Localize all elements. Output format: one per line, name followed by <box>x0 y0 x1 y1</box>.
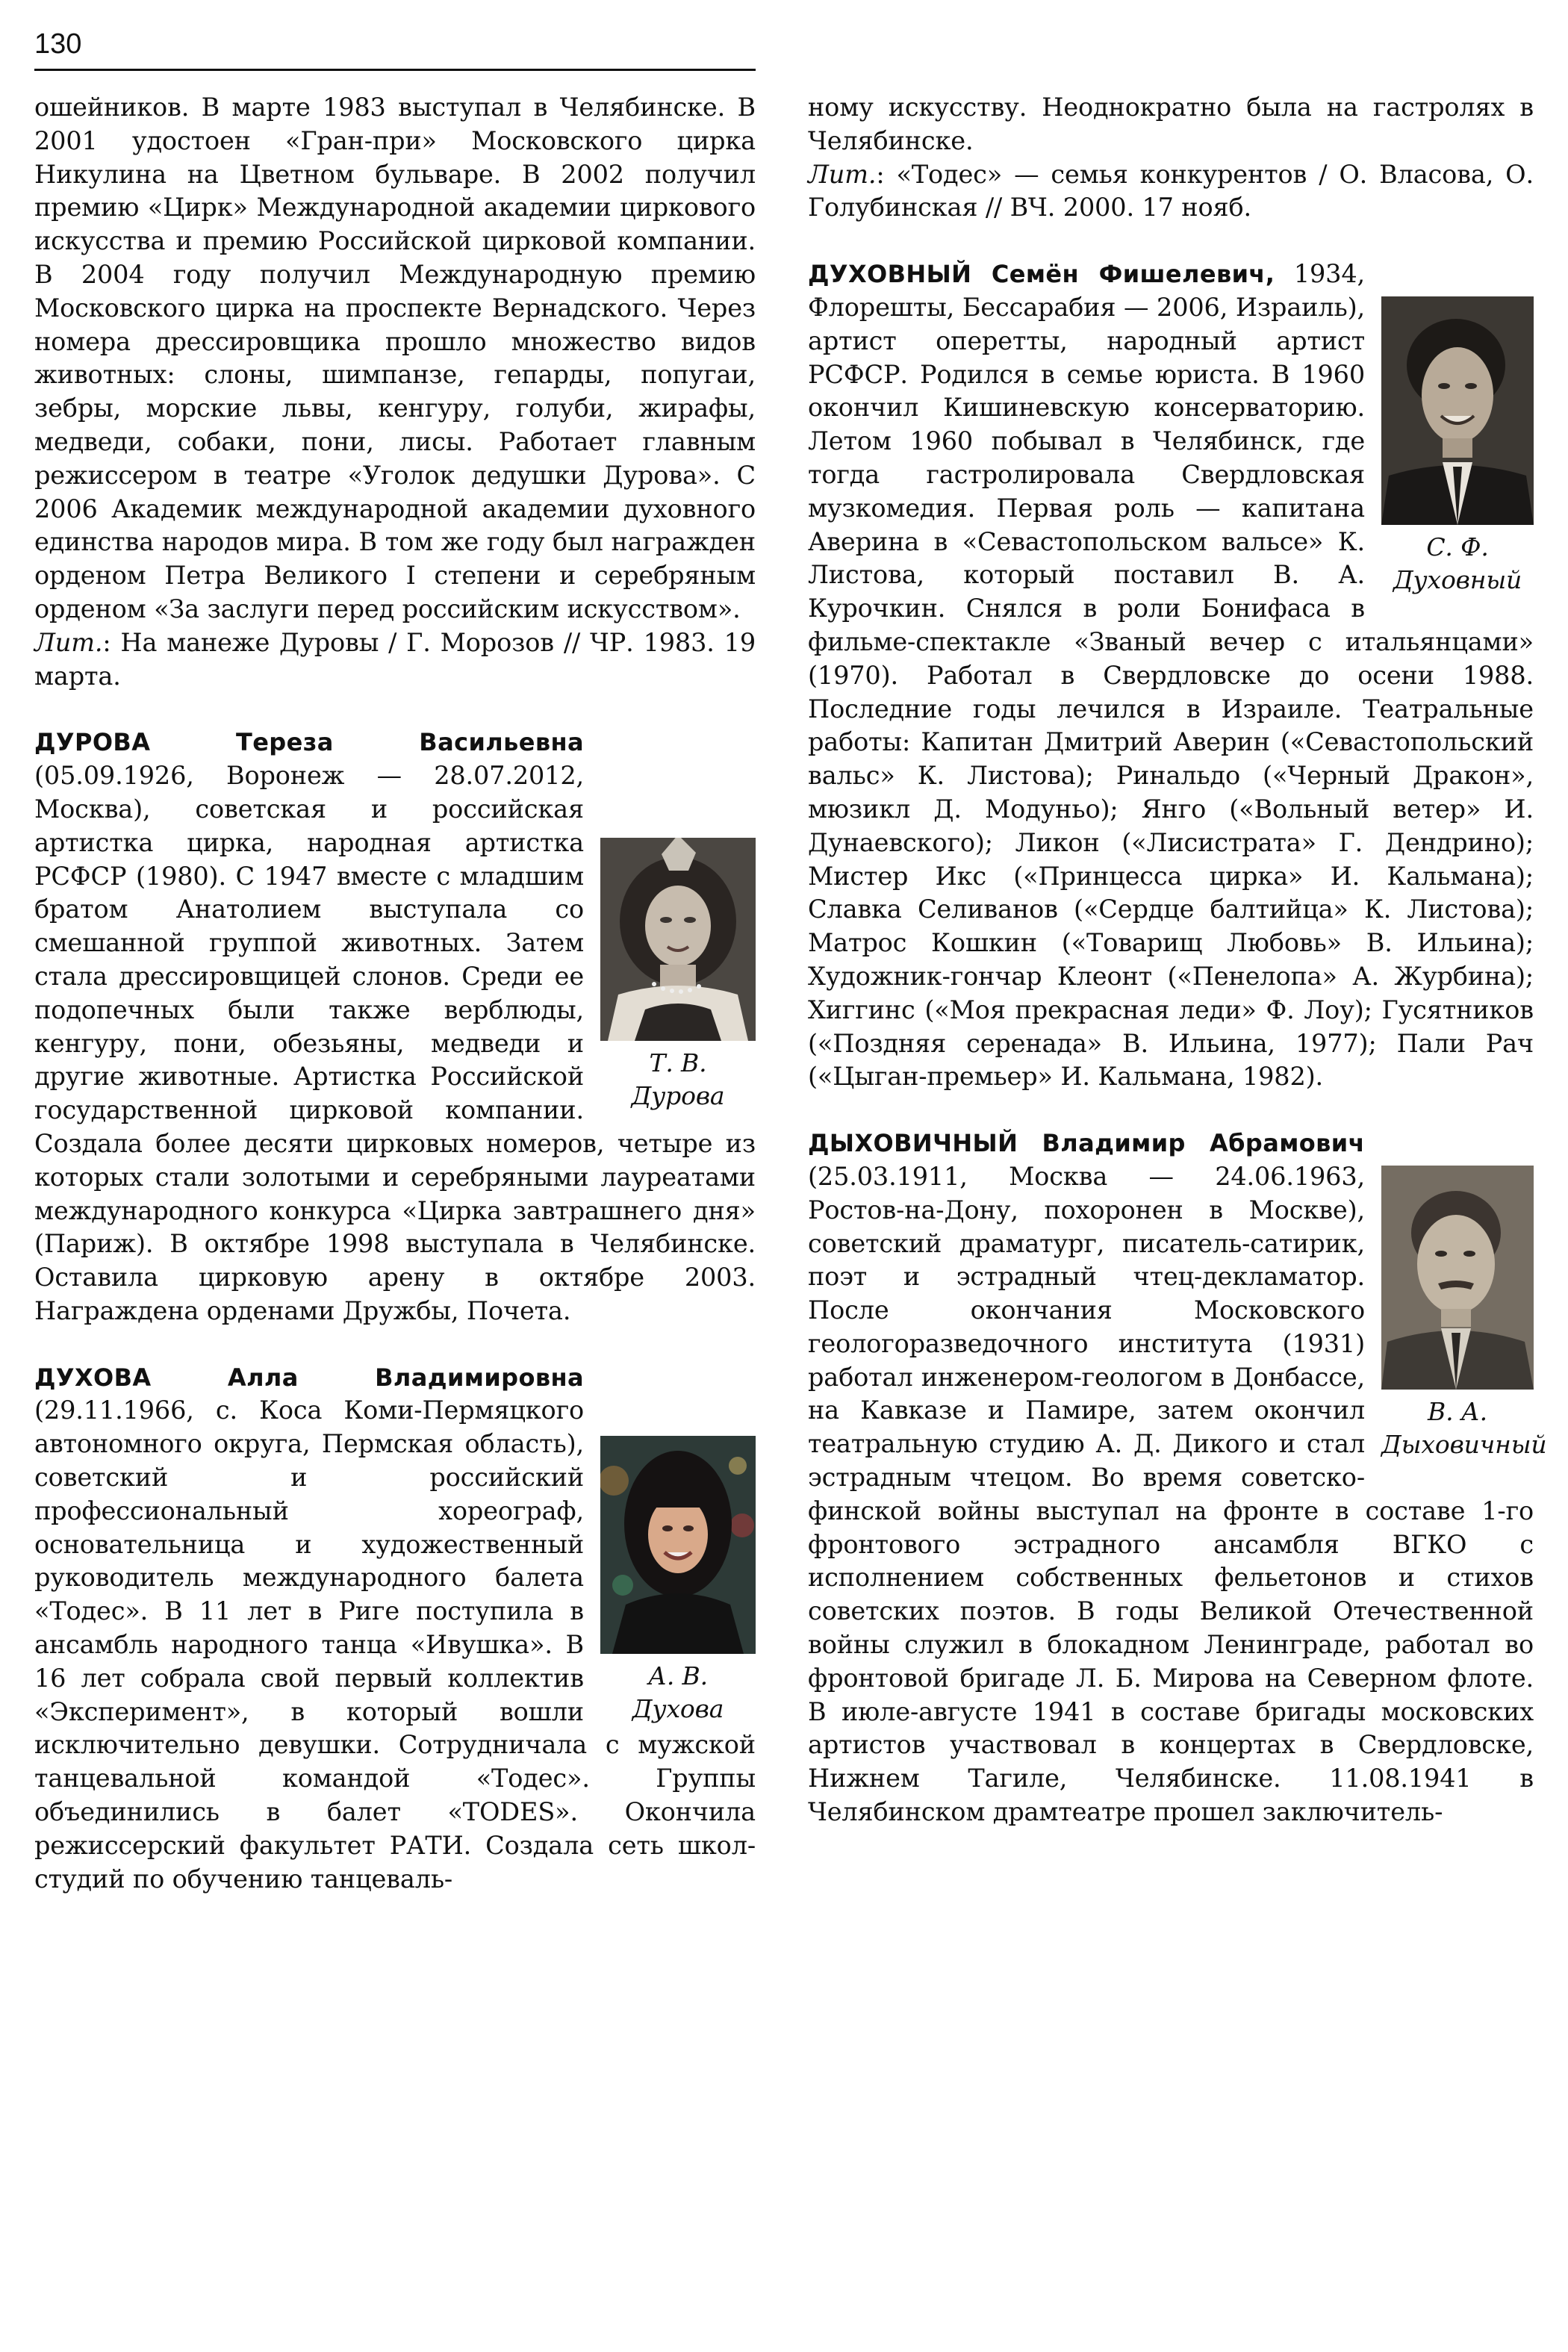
photo-dyhovichny <box>1381 1166 1534 1390</box>
page-number: 130 <box>34 28 82 60</box>
portrait-dyhovichny-image <box>1381 1166 1534 1390</box>
body-durova: (05.09.1926, Воронеж — 28.07.2012, Москва), советская и российская артистка цирка, народная артистка РСФСР (1980). С 1947 вместе с младшим братом Анатолием выступала со смешанной группой животных. Затем стала дрессировщицей слонов. Среди ее подопечных были также верблюды, кенгуру, пони, обезьяны, медведи и другие животные. Артистка Российской государственной цирковой компании. Создала более десяти цирковых номеров, четыре из которых стали золотыми и серебряными лауреатами международного конкурса «Цирка завтрашнего дня» (Париж). В октябре 1998 выступала в Челябинске. Оставила цирковую арену в октябре 2003. Награждена орденами Дружбы, Почета. <box>34 761 756 1325</box>
entry-duhova <box>34 1361 756 1897</box>
entry-duhovny <box>808 258 1534 1094</box>
opening-paragraph: ошейников. В марте 1983 выступал в Челябинске. В 2001 удостоен «Гран-при» Московского цирка Никулина на Цветном бульваре. В 2002 получил премию «Цирк» Международной академии циркового искусства и премию Российской цирковой компании. В 2004 году получил Международную премию Московского цирка на проспекте Вернадского. Через номера дрессировщика прошло множество видов животных: слоны, шимпанзе, гепарды, попугаи, зебры, морские львы, кенгуру, голуби, жирафы, медведи, собаки, пони, лисы. Работает главным режиссером в театре «Уголок дедушки Дурова». С 2006 Академик международной академии духовного единства народов мира. В том же году был награжден орденом Петра Великого I степени и серебряным орденом «За заслуги перед российским искусством». <box>34 93 756 623</box>
photo-duhova <box>600 1436 756 1654</box>
figure-duhovny <box>1381 296 1534 597</box>
headword-dyhovichny: ДЫХОВИЧНЫЙ Владимир Абрамович <box>808 1129 1365 1158</box>
body-duhova: (29.11.1966, с. Коса Коми-Пермяцкого автономного округа, Пермская область), советский и российский профессиональный хореограф, основательница и художественный руководитель международного балета «Тодес». В 11 лет в Риге поступила в ансамбль народного танца «Ивушка». В 16 лет собрала свой первый коллектив «Эксперимент», в который вошли исключительно девушки. Сотрудничала с мужской танцевальной командой «Тодес». Группы объединились в балет «TODES». Окончила режиссерский факультет РАТИ. Создала сеть школ-студий по обучению танцеваль- <box>34 1396 756 1894</box>
headword-duhova: ДУХОВА Алла Владимировна <box>34 1363 584 1392</box>
left-column <box>34 91 756 1896</box>
entry-durova <box>34 726 756 1328</box>
header-rule <box>34 69 756 71</box>
opening-literature <box>34 626 756 694</box>
body-duhovny: 1934, Флорешты, Бессарабия — 2006, Израиль), артист оперетты, народный артист РСФСР. Родился в семье юриста. В 1960 окончил Кишиневскую консерваторию. Летом 1960 побывал в Челябинск, где тогда гастролировала Свердловская музкомедия. Первая роль — капитана Аверина в «Севастопольском вальсе» К. Листова, который поставил В. А. Курочкин. Снялся в роли Бонифаса в фильме-спектакле «Званый вечер с итальянцами» (1970). Работал в Свердловске до осени 1988. Последние годы лечился в Израиле. Театральные работы: Капитан Дмитрий Аверин («Севастопольский вальс» К. Листова); Ринальдо («Черный Дракон», мюзикл Д. Модуньо); Янго («Вольный ветер» И. Дунаевского); Ликон («Лисистрата» Г. Дендрино); Мистер Икс («Принцесса цирка» И. Кальмана); Славка Селиванов («Сердце балтийца» К. Листова); Матрос Кошкин («Товарищ Любовь» В. Ильина); Художник-гончар Клеонт («Пенелопа» А. Журбина); Хиггинс («Моя прекрасная леди» Ф. Лоу); Гусятников («Поздняя серенада» В. Ильина, 1977); Пали Рач («Цыган-премьер» И. Кальмана, 1982). <box>808 259 1534 1092</box>
photo-duhovny <box>1381 296 1534 525</box>
right-column <box>808 91 1547 1829</box>
caption-durova: Т. В. Дурова <box>631 1048 725 1111</box>
portrait-duhovny-image <box>1381 296 1534 525</box>
duhova-continued: ному искусству. Неоднократно была на гастролях в Челябинске. <box>808 93 1534 155</box>
photo-durova <box>600 838 756 1041</box>
caption-duhovny: С. Ф. Духовный <box>1393 532 1522 595</box>
entry-dyhovichny <box>808 1127 1547 1829</box>
portrait-duhova-image <box>600 1436 756 1654</box>
duhova-literature <box>808 158 1534 225</box>
figure-dyhovichny <box>1381 1166 1547 1461</box>
headword-duhovny: ДУХОВНЫЙ Семён Фишелевич, <box>808 260 1275 289</box>
body-dyhovichny: (25.03.1911, Москва — 24.06.1963, Ростов-на-Дону, похоронен в Москве), советский драматург, писатель-сатирик, поэт и эстрадный чтец-декламатор. После окончания Московского геологоразведочного института (1931) работал инженером-геологом в Донбассе, на Кавказе и Памире, затем окончил театральную студию А. Д. Дикого и стал эстрадным чтецом. Во время советско-финской войны выступал на фронте в составе 1-го фронтового эстрадного ансамбля ВГКО с исполнением собственных фельетонов и стихов советских поэтов. В годы Великой Отечественной войны служил в блокадном Ленинграде, работал во фронтовой бригаде Л. Б. Мирова на Северном флоте. В июле-августе 1941 в составе бригады московских артистов участвовал в концертах в Свердловске, Нижнем Тагиле, Челябинске. 11.08.1941 в Челябинском драмтеатре прошел заключитель- <box>808 1161 1534 1827</box>
lit-text: : На манеже Дуровы / Г. Морозов // ЧР. 1983. 19 марта. <box>34 627 756 691</box>
lit-label: Лит. <box>808 159 877 189</box>
figure-durova <box>600 838 756 1113</box>
lit-label: Лит. <box>34 627 103 657</box>
lit-text: : «Тодес» — семья конкурентов / О. Власова, О. Голубинская // ВЧ. 2000. 17 нояб. <box>808 159 1534 223</box>
headword-durova: ДУРОВА Тереза Васильевна <box>34 728 584 757</box>
figure-duhova <box>600 1436 756 1726</box>
portrait-durova-image <box>600 838 756 1041</box>
caption-duhova: А. В. Духова <box>632 1661 724 1723</box>
caption-dyhovichny: В. А. Дыховичный <box>1381 1397 1547 1460</box>
